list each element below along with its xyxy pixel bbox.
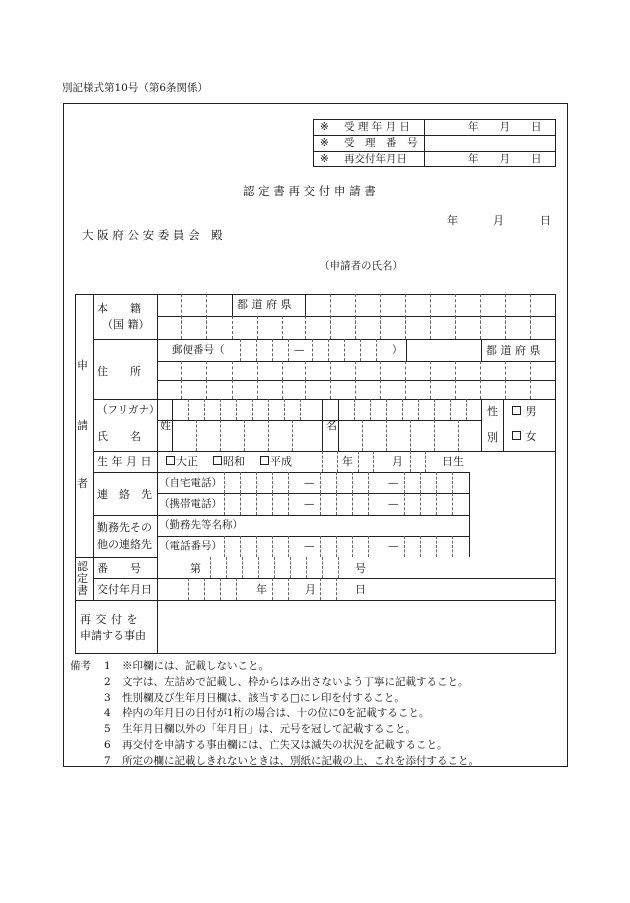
cell-divider — [232, 316, 233, 339]
cell-divider — [240, 472, 241, 493]
postal-dash: — — [294, 344, 305, 356]
work-label-1: 勤務先その — [97, 521, 152, 534]
cell-divider — [386, 399, 387, 420]
cell-divider — [430, 361, 431, 380]
cell-divider — [232, 361, 233, 380]
office-mark: ※ — [320, 121, 329, 133]
cell-divider — [320, 578, 321, 600]
cell-divider — [224, 493, 225, 515]
cell-divider — [290, 557, 291, 578]
certificate-number-label: 番 号 — [97, 562, 141, 575]
note-number: 2 — [104, 675, 111, 688]
cell-divider — [322, 557, 323, 578]
cell-divider — [322, 451, 323, 472]
cell-divider — [505, 361, 506, 380]
cell-divider — [480, 361, 481, 380]
addressee: 大 阪 府 公 安 委 員 会 殿 — [82, 228, 223, 242]
era-taisho-option[interactable]: 大正 — [166, 456, 198, 467]
cell-divider — [272, 339, 273, 361]
cell-divider — [352, 536, 353, 557]
office-mark: ※ — [320, 137, 329, 149]
cell-divider — [355, 380, 356, 399]
cell-divider — [452, 493, 453, 515]
cell-divider — [181, 316, 182, 339]
certificate-number-prefix: 第 — [190, 562, 201, 575]
cell-divider — [466, 399, 467, 420]
cell-divider — [292, 420, 293, 451]
home-phone-label: （自宅電話） — [159, 477, 222, 489]
reason-label-2: 申請する事由 — [80, 629, 146, 642]
cell-divider — [455, 316, 456, 339]
cell-divider — [272, 536, 273, 557]
note-text: 所定の欄に記載しきれないときは、別紙に記載の上、これを添付すること。 — [122, 754, 479, 767]
cell-divider — [282, 361, 283, 380]
cell-divider — [452, 536, 453, 557]
birth-month: 月 — [392, 455, 403, 468]
cell-divider — [328, 339, 329, 361]
phone-dash: — — [304, 540, 315, 552]
cell-divider — [434, 420, 435, 451]
receipt-date-value: 年 月 日 — [468, 121, 542, 133]
cell-divider — [420, 493, 421, 515]
cell-divider — [288, 578, 289, 600]
note-text: 再交付を申請する事由欄には、亡失又は滅失の状況を記載すること。 — [122, 739, 448, 751]
cell-divider — [282, 316, 283, 339]
issue-month: 月 — [305, 583, 316, 596]
cell-divider — [368, 493, 369, 515]
cell-divider — [376, 339, 377, 361]
cell-divider — [436, 536, 437, 557]
office-mark: ※ — [320, 153, 329, 165]
note-text: 性別欄及び生年月日欄は、該当する□にレ印を付すること。 — [122, 691, 405, 704]
cell-divider — [404, 536, 405, 557]
date-month: 月 — [493, 214, 504, 227]
cell-divider — [272, 472, 273, 493]
cell-divider — [305, 316, 306, 339]
address-prefecture: 都 道 府 県 — [486, 344, 541, 357]
cell-divider — [336, 536, 337, 557]
note-text: ※印欄には、記載しないこと。 — [122, 660, 269, 672]
taisho-checkbox[interactable] — [166, 456, 175, 465]
cell-divider — [452, 472, 453, 493]
cell-divider — [360, 339, 361, 361]
cell-divider — [306, 557, 307, 578]
certificate-number-suffix: 号 — [355, 562, 366, 575]
note-text: 生年月日欄以外の「年月日」は、元号を冠して記載すること。 — [122, 723, 416, 736]
cell-divider — [336, 472, 337, 493]
sex-label-bottom: 別 — [487, 431, 498, 444]
cell-divider — [268, 399, 269, 420]
note-number: 1 — [104, 660, 111, 672]
cell-divider — [274, 557, 275, 578]
cell-divider — [410, 420, 411, 451]
cell-divider — [330, 316, 331, 339]
cell-divider — [386, 420, 387, 451]
certificate-label-char: 定 — [77, 572, 88, 585]
cell-divider — [257, 361, 258, 380]
cell-divider — [272, 578, 273, 600]
cell-divider — [188, 578, 189, 600]
cell-divider — [252, 399, 253, 420]
cell-divider — [305, 361, 306, 380]
cell-divider — [240, 493, 241, 515]
contact-label: 連 絡 先 — [97, 488, 152, 501]
cell-divider — [288, 493, 289, 515]
form-number: 別記様式第10号（第6条関係） — [62, 82, 209, 94]
cell-divider — [300, 399, 301, 420]
cell-divider — [373, 451, 374, 472]
cell-divider — [181, 380, 182, 399]
certificate-label-char: 認 — [77, 560, 88, 573]
cell-divider — [368, 536, 369, 557]
male-option[interactable]: 男 — [512, 406, 537, 417]
cell-divider — [405, 316, 406, 339]
cell-divider — [256, 536, 257, 557]
cell-divider — [362, 420, 363, 451]
cell-divider — [240, 536, 241, 557]
surname-label: 姓 — [160, 419, 171, 432]
cell-divider — [282, 380, 283, 399]
cell-divider — [370, 399, 371, 420]
cell-divider — [425, 451, 426, 472]
issue-year: 年 — [256, 583, 267, 596]
cell-divider — [405, 361, 406, 380]
cell-divider — [181, 361, 182, 380]
cell-divider — [330, 361, 331, 380]
applicant-label-char: 者 — [77, 477, 88, 490]
nationality-label: （国 籍） — [102, 318, 150, 331]
cell-divider — [404, 493, 405, 515]
cell-divider — [236, 578, 237, 600]
applicant-name-label: （申請者の氏名） — [319, 260, 403, 272]
cell-divider — [220, 399, 221, 420]
honseki-label: 本 籍 — [97, 302, 141, 315]
furigana-label: （フリガナ） — [97, 404, 160, 416]
cell-divider — [336, 578, 337, 600]
showa-checkbox[interactable] — [213, 456, 222, 465]
cell-divider — [258, 557, 259, 578]
cell-divider — [530, 316, 531, 339]
cell-divider — [505, 316, 506, 339]
era-showa-option[interactable]: 昭和 — [213, 456, 245, 467]
cell-divider — [220, 578, 221, 600]
cell-divider — [206, 361, 207, 380]
cell-divider — [430, 380, 431, 399]
cell-divider — [312, 339, 313, 361]
note-number: 7 — [104, 754, 111, 767]
phone-dash: — — [304, 498, 315, 510]
phone-dash: — — [388, 540, 399, 552]
cell-divider — [380, 361, 381, 380]
cell-divider — [256, 472, 257, 493]
cell-divider — [380, 316, 381, 339]
phone-dash: — — [388, 477, 399, 489]
cell-divider — [288, 339, 289, 361]
cell-divider — [352, 472, 353, 493]
cell-divider — [188, 399, 189, 420]
cell-divider — [402, 399, 403, 420]
cell-divider — [320, 536, 321, 557]
postal-label: 郵便番号（ — [172, 344, 225, 356]
cell-divider — [420, 472, 421, 493]
work-name-label: （勤務先等名称） — [159, 519, 243, 531]
cell-divider — [450, 399, 451, 420]
name-label: 氏 名 — [97, 430, 141, 443]
note-number: 6 — [104, 739, 111, 751]
cell-divider — [257, 316, 258, 339]
cell-divider — [220, 420, 221, 451]
cell-divider — [336, 493, 337, 515]
cell-divider — [288, 536, 289, 557]
cell-divider — [418, 399, 419, 420]
cell-divider — [204, 578, 205, 600]
work-phone-label: （電話番号） — [159, 540, 222, 552]
cell-divider — [458, 420, 459, 451]
note-number: 4 — [104, 707, 111, 720]
cell-divider — [530, 361, 531, 380]
reissue-date-value: 年 月 日 — [468, 153, 542, 165]
reason-label-1: 再 交 付 を — [80, 613, 138, 626]
cell-divider — [257, 380, 258, 399]
cell-divider — [436, 493, 437, 515]
birth-year: 年 — [342, 455, 353, 468]
mobile-phone-label: （携帯電話） — [159, 498, 222, 510]
applicant-label-char: 申 — [77, 359, 88, 372]
cell-divider — [455, 380, 456, 399]
cell-divider — [320, 472, 321, 493]
cell-divider — [430, 316, 431, 339]
female-checkbox[interactable] — [512, 431, 521, 440]
note-text: 枠内の年月日の日付が1桁の場合は、十の位に0を記載すること。 — [122, 707, 430, 720]
honseki-prefecture: 都 道 府 県 — [237, 298, 292, 311]
cell-divider — [288, 472, 289, 493]
female-option[interactable]: 女 — [512, 431, 537, 442]
cell-divider — [284, 399, 285, 420]
cell-divider — [206, 380, 207, 399]
cell-divider — [224, 536, 225, 557]
cell-divider — [404, 472, 405, 493]
cell-divider — [480, 316, 481, 339]
cell-divider — [272, 493, 273, 515]
cell-divider — [352, 493, 353, 515]
given-name-label: 名 — [326, 419, 337, 432]
male-checkbox[interactable] — [512, 406, 521, 415]
note-text: 文字は、左詰めで記載し、枠からはみ出さないよう丁寧に記載すること。 — [122, 675, 469, 688]
notes-heading: 備考 — [70, 660, 91, 672]
cell-divider — [210, 557, 211, 578]
note-number: 5 — [104, 723, 111, 736]
cell-divider — [232, 380, 233, 399]
heisei-checkbox[interactable] — [260, 456, 269, 465]
applicant-label-char: 請 — [77, 419, 88, 432]
cell-divider — [242, 557, 243, 578]
cell-divider — [380, 380, 381, 399]
cell-divider — [244, 420, 245, 451]
cell-divider — [434, 399, 435, 420]
cell-divider — [330, 380, 331, 399]
cell-divider — [338, 557, 339, 578]
birth-label: 生 年 月 日 — [97, 455, 152, 468]
cell-divider — [236, 399, 237, 420]
cell-divider — [240, 339, 241, 361]
cell-divider — [256, 493, 257, 515]
note-number: 3 — [104, 691, 111, 704]
cell-divider — [344, 339, 345, 361]
cell-divider — [204, 399, 205, 420]
receipt-number-label: 受 理 番 号 — [344, 137, 418, 149]
phone-dash: — — [304, 477, 315, 489]
cell-divider — [354, 399, 355, 420]
cell-divider — [480, 380, 481, 399]
cell-divider — [410, 451, 411, 472]
cell-divider — [224, 472, 225, 493]
cell-divider — [455, 361, 456, 380]
cell-divider — [420, 536, 421, 557]
date-day: 日 — [540, 214, 551, 227]
cell-divider — [368, 472, 369, 493]
cell-divider — [530, 380, 531, 399]
cell-divider — [505, 380, 506, 399]
cell-divider — [226, 557, 227, 578]
address-label: 住 所 — [97, 365, 141, 378]
cell-divider — [358, 451, 359, 472]
certificate-label-char: 書 — [77, 584, 88, 597]
postal-close: ） — [392, 344, 403, 356]
cell-divider — [436, 472, 437, 493]
date-year: 年 — [447, 214, 458, 227]
cell-divider — [256, 339, 257, 361]
cell-divider — [337, 451, 338, 472]
cell-divider — [320, 493, 321, 515]
cell-divider — [268, 420, 269, 451]
cell-divider — [405, 380, 406, 399]
cell-divider — [196, 420, 197, 451]
cell-divider — [305, 380, 306, 399]
era-heisei-option[interactable]: 平成 — [260, 456, 292, 467]
cell-divider — [355, 316, 356, 339]
issue-date-label: 交付年月日 — [97, 583, 152, 596]
sex-label-top: 性 — [487, 405, 498, 418]
cell-divider — [355, 361, 356, 380]
work-label-2: 他の連絡先 — [97, 538, 152, 551]
phone-dash: — — [388, 498, 399, 510]
issue-day: 日 — [355, 583, 366, 596]
receipt-date-label: 受 理 年 月 日 — [344, 121, 410, 133]
cell-divider — [206, 316, 207, 339]
document-title: 認 定 書 再 交 付 申 請 書 — [243, 184, 376, 198]
reissue-date-label: 再交付年月日 — [344, 153, 407, 165]
birth-day: 日生 — [442, 455, 464, 468]
